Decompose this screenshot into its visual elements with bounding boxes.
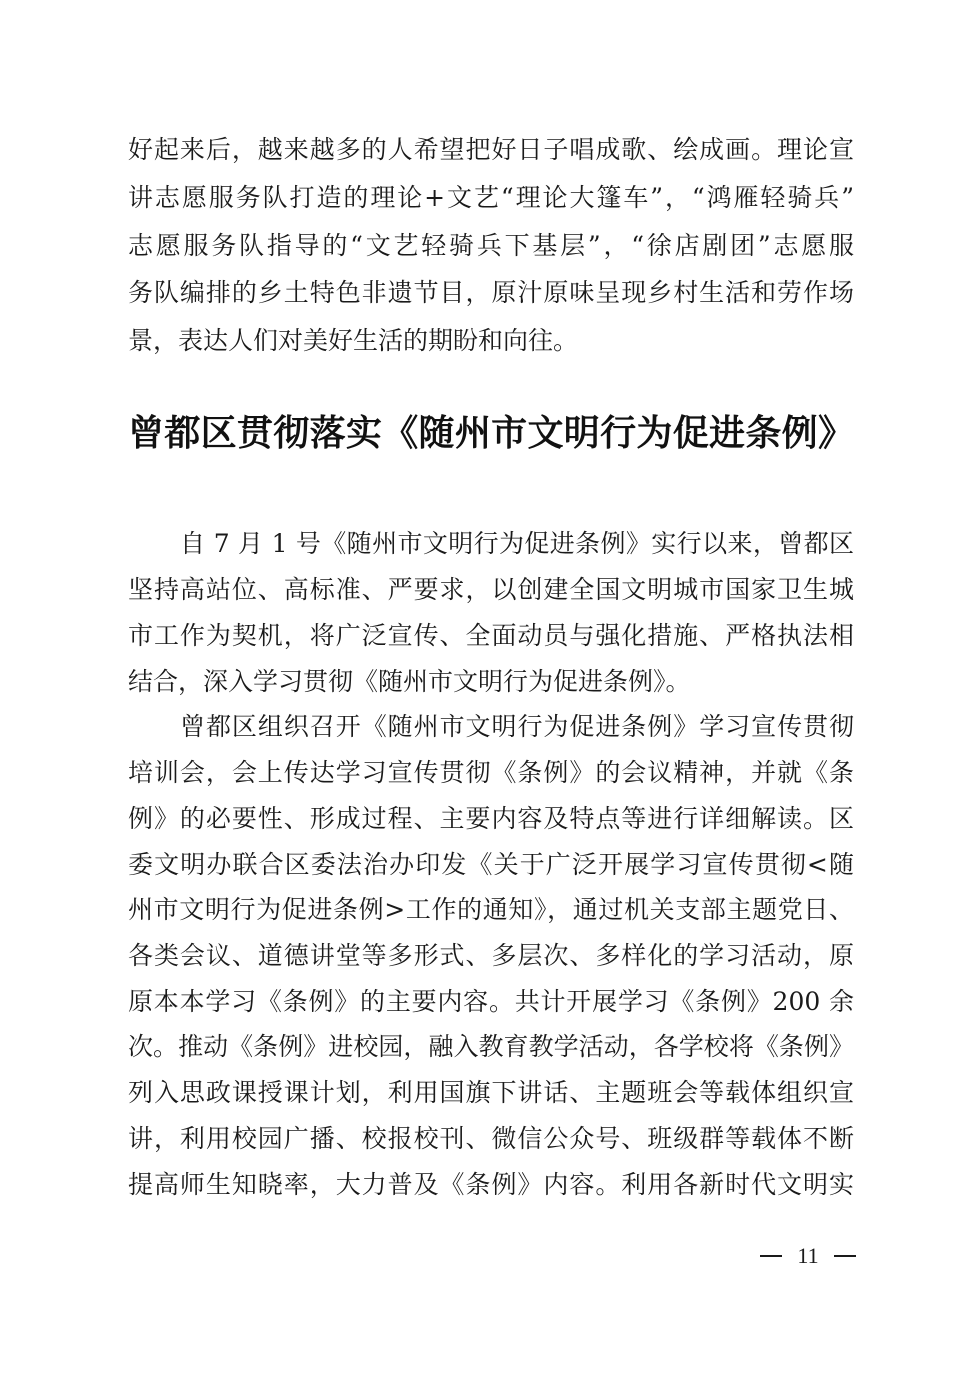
page-number-footer — [760, 1242, 856, 1270]
text-line: 例》的必要性、形成过程、主要内容及特点等进行详细解读。区 — [128, 804, 854, 833]
text-line: 次。推动《条例》进校园，融入教育教学活动，各学校将《条例》 — [128, 1032, 854, 1061]
text-line: 结合，深入学习贯彻《随州市文明行为促进条例》。 — [128, 667, 691, 696]
text-line: 务队编排的乡土特色非遗节目，原汁原味呈现乡村生活和劳作场 — [128, 278, 854, 307]
text-line: 好起来后，越来越多的人希望把好日子唱成歌、绘成画。理论宣 — [128, 135, 854, 164]
dash-left-decoration — [760, 1255, 782, 1257]
text-line: 委文明办联合区委法治办印发《关于广泛开展学习宣传贯彻<随 — [128, 850, 854, 879]
text-line: 列入思政课授课计划，利用国旗下讲话、主题班会等载体组织宣 — [128, 1078, 854, 1107]
section-heading: 曾都区贯彻落实《随州市文明行为促进条例》 — [128, 412, 854, 454]
text-line: 曾都区组织召开《随州市文明行为促进条例》学习宣传贯彻 — [180, 712, 854, 741]
page-number: 11 — [797, 1243, 819, 1268]
text-line: 提高师生知晓率，大力普及《条例》内容。利用各新时代文明实 — [128, 1170, 854, 1199]
dash-right-decoration — [834, 1255, 856, 1257]
text-line: 志愿服务队指导的“文艺轻骑兵下基层”，“徐店剧团”志愿服 — [128, 231, 854, 260]
text-line: 各类会议、道德讲堂等多形式、多层次、多样化的学习活动，原 — [128, 941, 854, 970]
text-line: 讲志愿服务队打造的理论+文艺“理论大篷车”，“鸿雁轻骑兵” — [128, 183, 854, 212]
text-line: 坚持高站位、高标准、严要求，以创建全国文明城市国家卫生城 — [128, 575, 854, 604]
text-line: 讲，利用校园广播、校报校刊、微信公众号、班级群等载体不断 — [128, 1124, 854, 1153]
text-line: 原本本学习《条例》的主要内容。共计开展学习《条例》200 余 — [128, 987, 854, 1016]
text-line: 自 7 月 1 号《随州市文明行为促进条例》实行以来，曾都区 — [180, 529, 854, 558]
text-line: 培训会，会上传达学习宣传贯彻《条例》的会议精神，并就《条 — [128, 758, 854, 787]
text-line: 市工作为契机，将广泛宣传、全面动员与强化措施、严格执法相 — [128, 621, 854, 650]
text-line: 州市文明行为促进条例>工作的通知》，通过机关支部主题党日、 — [128, 895, 854, 924]
text-line: 景，表达人们对美好生活的期盼和向往。 — [128, 326, 579, 355]
